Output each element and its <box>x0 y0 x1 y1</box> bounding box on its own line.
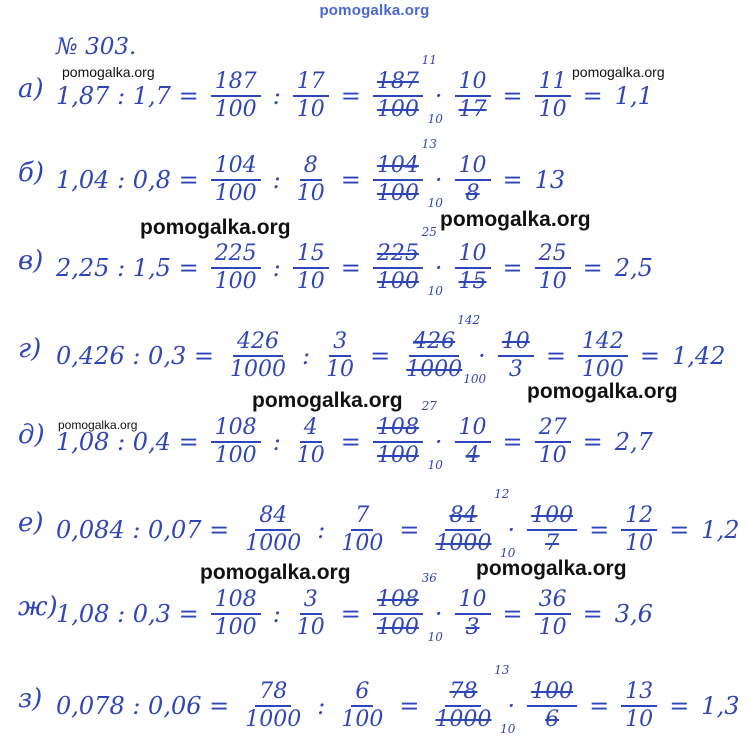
row-label: б) <box>18 158 45 188</box>
fraction: $\frac{142}{100}$ <box>578 330 628 382</box>
divide-sign: : <box>272 428 281 456</box>
equals-sign: = <box>502 428 523 456</box>
equals-sign: = <box>399 692 420 720</box>
cancelled-fraction: $\frac{10}{3}$ <box>498 330 534 382</box>
cancelled-fraction: 142 426 1000 100 <box>406 312 487 386</box>
equals-sign: = <box>399 516 420 544</box>
watermark: pomogalka.org <box>572 64 665 80</box>
decimal-division: 1,08 : 0,4 = <box>56 428 199 456</box>
fraction: $\frac{4}{10}$ <box>296 414 325 468</box>
fraction: $\frac{84}{1000}$ <box>245 502 302 556</box>
equals-sign: = <box>669 516 690 544</box>
cancelled-fraction: $\frac{10}{3}$ <box>455 588 491 640</box>
multiply-dot: · <box>434 82 443 110</box>
row-label: з) <box>18 684 43 714</box>
row-label: а) <box>18 74 44 104</box>
watermark: pomogalka.org <box>252 389 403 412</box>
divide-sign: : <box>272 254 281 282</box>
equals-sign: = <box>589 692 610 720</box>
watermark: pomogalka.org <box>200 561 351 584</box>
cancelled-fraction: 11 187 100 10 <box>373 70 423 122</box>
equals-sign: = <box>502 254 523 282</box>
row-label: ж) <box>18 592 58 622</box>
fraction: $\frac{8}{10}$ <box>296 152 325 206</box>
decimal-division: 0,426 : 0,3 = <box>56 342 214 370</box>
site-header[interactable]: pomogalka.org <box>319 2 430 19</box>
multiply-dot: · <box>478 342 486 370</box>
expression <box>50 486 745 560</box>
cancelled-fraction: 36 108 100 10 <box>373 588 423 640</box>
fraction: $\frac{17}{10}$ <box>293 70 329 122</box>
fraction: $\frac{108}{100}$ <box>211 416 261 468</box>
multiply-dot: · <box>434 166 443 194</box>
equals-sign: = <box>502 82 523 110</box>
decimal-division: 1,87 : 1,7 = <box>56 82 199 110</box>
cancelled-fraction: $\frac{10}{15}$ <box>455 242 491 294</box>
equals-sign: = <box>545 342 566 370</box>
fraction: $\frac{3}{10}$ <box>296 586 325 640</box>
row-label: д) <box>18 420 45 450</box>
multiply-dot: · <box>507 692 516 720</box>
equals-sign: = <box>502 166 523 194</box>
result: 1,1 <box>614 82 653 110</box>
result: 2,7 <box>614 428 653 456</box>
fraction: $\frac{104}{100}$ <box>211 154 261 206</box>
decimal-division: 0,084 : 0,07 = <box>56 516 230 544</box>
cancelled-fraction: 13 104 100 10 <box>373 154 423 206</box>
fraction: $\frac{11}{10}$ <box>535 70 571 122</box>
multiply-dot: · <box>434 254 443 282</box>
result: 13 <box>534 166 566 194</box>
fraction: $\frac{187}{100}$ <box>211 70 261 122</box>
watermark: pomogalka.org <box>527 380 678 403</box>
multiply-dot: · <box>434 600 443 628</box>
decimal-division: 0,078 : 0,06 = <box>56 692 230 720</box>
decimal-division: 2,25 : 1,5 = <box>56 254 199 282</box>
cancelled-fraction: $\frac{10}{17}$ <box>455 70 491 122</box>
watermark: pomogalka.org <box>140 216 291 239</box>
equals-sign: = <box>502 600 523 628</box>
cancelled-fraction: $\frac{10}{8}$ <box>455 154 491 206</box>
divide-sign: : <box>272 600 281 628</box>
equals-sign: = <box>340 428 361 456</box>
watermark: pomogalka.org <box>440 208 591 231</box>
fraction: $\frac{3}{10}$ <box>326 328 355 382</box>
fraction: $\frac{426}{1000}$ <box>229 328 286 382</box>
watermark: pomogalka.org <box>58 418 138 432</box>
fraction: $\frac{78}{1000}$ <box>245 678 302 732</box>
equals-sign: = <box>639 342 661 370</box>
fraction: $\frac{27}{10}$ <box>535 416 571 468</box>
result: 1,2 <box>701 516 740 544</box>
fraction: $\frac{13}{10}$ <box>621 680 657 732</box>
divide-sign: : <box>272 166 281 194</box>
equals-sign: = <box>340 166 361 194</box>
expression <box>50 136 571 210</box>
decimal-division: 1,08 : 0,3 = <box>56 600 199 628</box>
row-label: е) <box>18 508 44 538</box>
cancelled-fraction: 13 78 1000 10 <box>435 662 516 736</box>
fraction: $\frac{7}{100}$ <box>341 502 384 556</box>
cancelled-fraction: $\frac{10}{4}$ <box>455 416 491 468</box>
divide-sign: : <box>301 342 311 370</box>
equals-sign: = <box>582 428 603 456</box>
equals-sign: = <box>669 692 690 720</box>
cancelled-fraction: 27 108 100 10 <box>373 416 423 468</box>
cancelled-fraction: 12 84 1000 10 <box>435 486 516 560</box>
fraction: $\frac{6}{100}$ <box>341 678 384 732</box>
fraction: $\frac{25}{10}$ <box>535 242 571 294</box>
equals-sign: = <box>340 600 361 628</box>
equals-sign: = <box>589 516 610 544</box>
fraction: $\frac{15}{10}$ <box>293 242 329 294</box>
result: 2,5 <box>614 254 653 282</box>
result: 3,6 <box>614 600 653 628</box>
result: 1,42 <box>672 342 726 370</box>
row-label: в) <box>18 246 44 276</box>
watermark: pomogalka.org <box>476 557 627 580</box>
fraction: $\frac{108}{100}$ <box>211 588 261 640</box>
divide-sign: : <box>272 82 281 110</box>
fraction: $\frac{12}{10}$ <box>621 504 657 556</box>
divide-sign: : <box>317 516 326 544</box>
equals-sign: = <box>582 254 603 282</box>
equals-sign: = <box>340 82 361 110</box>
equals-sign: = <box>582 82 603 110</box>
cancelled-fraction: $\frac{100}{7}$ <box>527 504 577 556</box>
expression <box>50 662 745 736</box>
task-number: № 303. <box>56 34 137 60</box>
multiply-dot: · <box>507 516 516 544</box>
row-label: г) <box>18 334 42 364</box>
equals-sign: = <box>340 254 361 282</box>
watermark: pomogalka.org <box>62 64 155 80</box>
cancelled-fraction: 25 225 100 10 <box>373 242 423 294</box>
fraction: $\frac{225}{100}$ <box>211 242 261 294</box>
multiply-dot: · <box>434 428 443 456</box>
result: 1,3 <box>701 692 740 720</box>
equals-sign: = <box>370 342 391 370</box>
expression <box>50 312 731 386</box>
equals-sign: = <box>582 600 603 628</box>
cancelled-fraction: $\frac{100}{6}$ <box>527 680 577 732</box>
decimal-division: 1,04 : 0,8 = <box>56 166 199 194</box>
divide-sign: : <box>317 692 326 720</box>
fraction: $\frac{36}{10}$ <box>535 588 571 640</box>
